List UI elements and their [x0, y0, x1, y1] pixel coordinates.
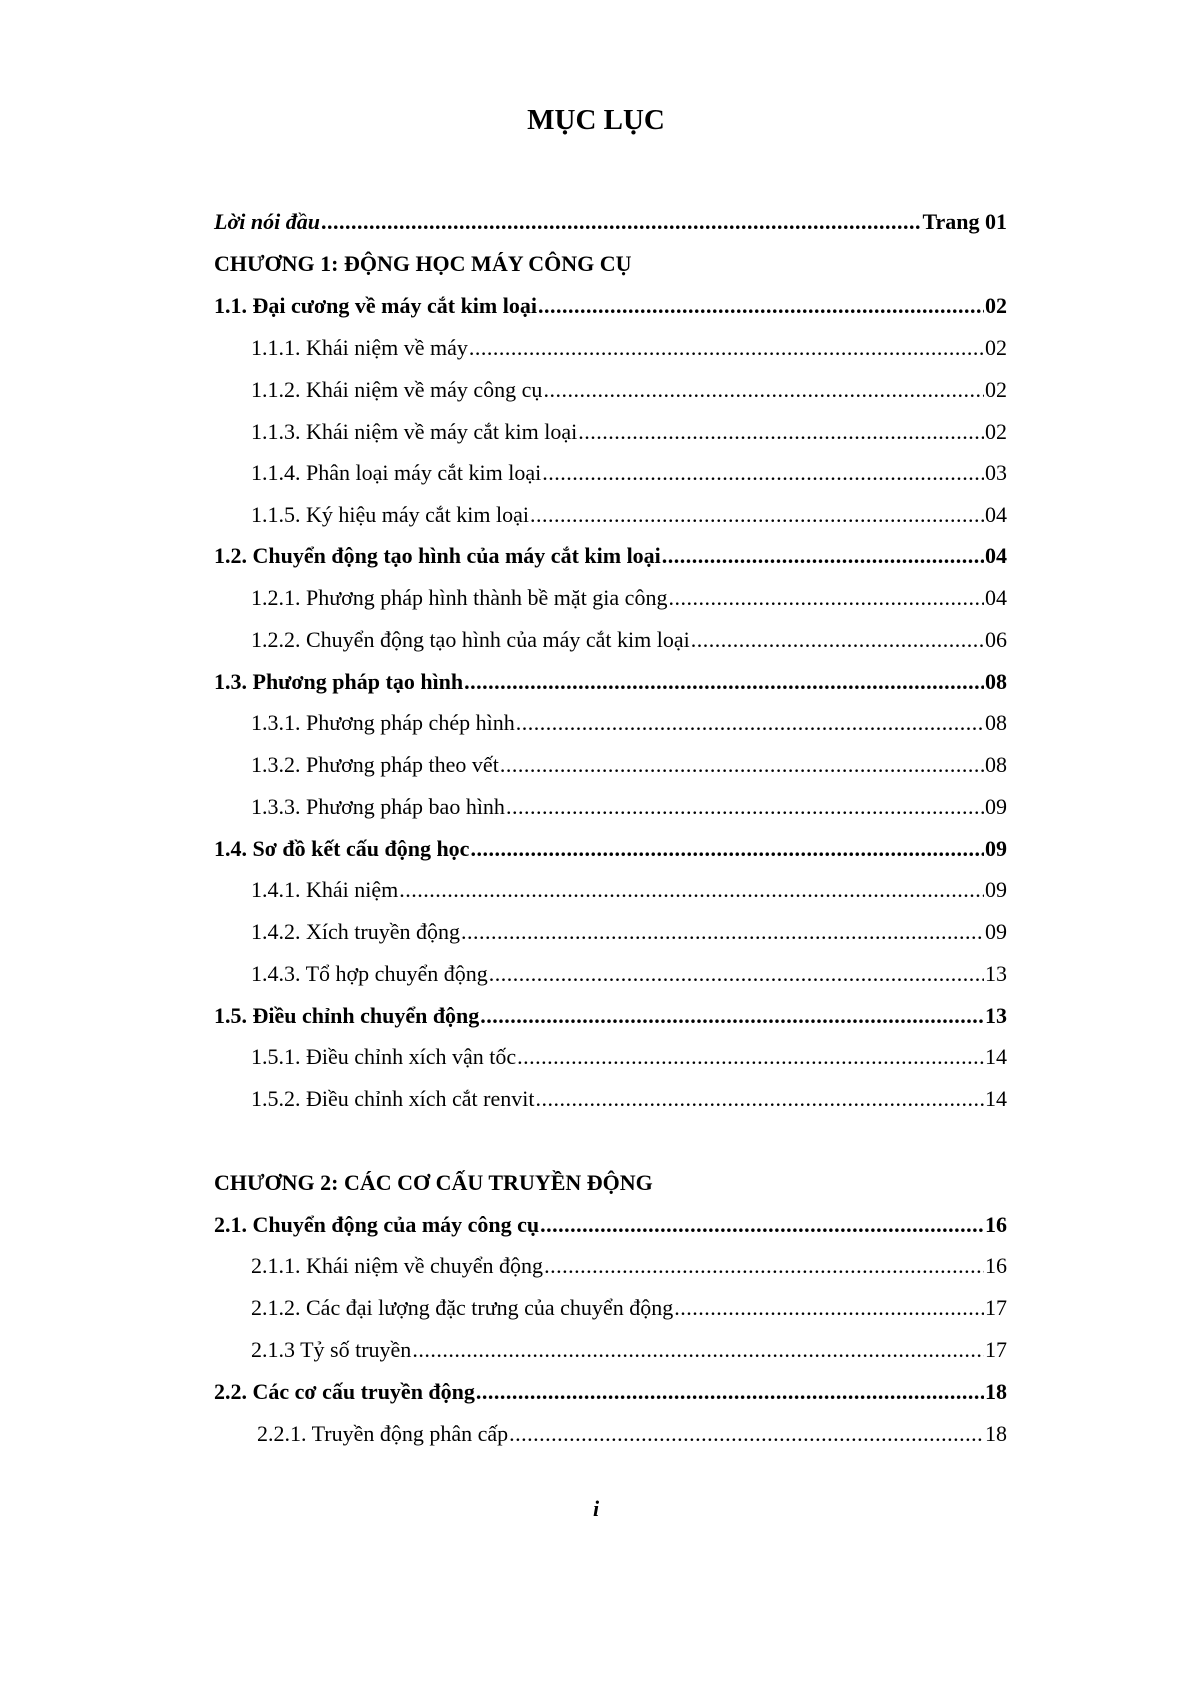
- toc-entry-label: 1.5.1. Điều chỉnh xích vận tốc: [251, 1044, 517, 1069]
- toc-entry-page: 06: [985, 627, 1007, 652]
- dot-leader: [500, 750, 984, 780]
- toc-entry[interactable]: [251, 1293, 1007, 1323]
- toc-entry-label: Lời nói đầu: [214, 209, 320, 234]
- toc-entry-label: 1.1.2. Khái niệm về máy công cụ: [251, 377, 543, 402]
- toc-entry[interactable]: [214, 207, 1007, 237]
- toc-entry[interactable]: [214, 1001, 1007, 1031]
- toc-entry-page: 09: [985, 836, 1007, 861]
- toc-entry-label: 1.5. Điều chỉnh chuyển động: [214, 1003, 480, 1028]
- toc-entry-page: Trang 01: [922, 209, 1007, 234]
- toc-chapter-heading[interactable]: [214, 1168, 1007, 1198]
- toc-entry[interactable]: [251, 333, 1007, 363]
- toc-entry-label: 1.3. Phương pháp tạo hình: [214, 669, 464, 694]
- toc-entry-label: 1.4.2. Xích truyền động: [251, 919, 460, 944]
- toc-entry[interactable]: [251, 625, 1007, 655]
- dot-leader: [517, 1042, 984, 1072]
- dot-leader: [662, 541, 984, 571]
- toc-entry-label: 2.1.2. Các đại lượng đặc trưng của chuyển động: [251, 1295, 674, 1320]
- toc-entry[interactable]: [251, 750, 1007, 780]
- toc-entry[interactable]: [214, 541, 1007, 571]
- toc-entry-page: 14: [985, 1044, 1007, 1069]
- toc-entry-label: 1.4. Sơ đồ kết cấu động học: [214, 836, 470, 861]
- toc-entry[interactable]: [251, 375, 1007, 405]
- toc-entry[interactable]: [251, 1084, 1007, 1114]
- toc-entry-page: 09: [985, 877, 1007, 902]
- toc-entry-label: 1.3.2. Phương pháp theo vết: [251, 752, 499, 777]
- dot-leader: [540, 1210, 984, 1240]
- toc-entry-page: 08: [985, 710, 1007, 735]
- toc-entry[interactable]: [251, 875, 1007, 905]
- dot-leader: [476, 1377, 984, 1407]
- dot-leader: [469, 333, 984, 363]
- toc-entry-label: CHƯƠNG 2: CÁC CƠ CẤU TRUYỀN ĐỘNG: [214, 1170, 653, 1195]
- dot-leader: [538, 291, 984, 321]
- toc-entry-page: 08: [985, 669, 1007, 694]
- toc-entry-label: 1.2.1. Phương pháp hình thành bề mặt gia công: [251, 585, 668, 610]
- page-number: i: [592, 1496, 600, 1521]
- toc-entry-label: 1.4.1. Khái niệm: [251, 877, 399, 902]
- toc-entry-page: 16: [985, 1212, 1007, 1237]
- dot-leader: [480, 1001, 984, 1031]
- dot-leader: [464, 667, 984, 697]
- dot-leader: [674, 1293, 984, 1323]
- dot-leader: [461, 917, 984, 947]
- toc-entry[interactable]: [214, 1377, 1007, 1407]
- dot-leader: [668, 583, 984, 613]
- dot-leader: [516, 708, 984, 738]
- dot-leader: [321, 207, 922, 237]
- toc-entry-label: 2.1.1. Khái niệm về chuyển động: [251, 1253, 544, 1278]
- toc-entry-page: 02: [985, 335, 1007, 360]
- toc-entry[interactable]: [251, 1251, 1007, 1281]
- toc-entry-label: 1.5.2. Điều chỉnh xích cắt renvit: [251, 1086, 535, 1111]
- toc-entry-label: CHƯƠNG 1: ĐỘNG HỌC MÁY CÔNG CỤ: [214, 251, 632, 276]
- toc-entry-page: 17: [985, 1295, 1007, 1320]
- toc-entry[interactable]: [251, 1042, 1007, 1072]
- toc-entry-label: 1.1.3. Khái niệm về máy cắt kim loại: [251, 419, 578, 444]
- dot-leader: [543, 375, 984, 405]
- toc-entry-label: 1.4.3. Tổ hợp chuyển động: [251, 961, 488, 986]
- toc-entry-label: 1.1.5. Ký hiệu máy cắt kim loại: [251, 502, 529, 527]
- toc-entry-page: 04: [985, 585, 1007, 610]
- toc-chapter-heading[interactable]: [214, 249, 1007, 279]
- toc-entry[interactable]: [214, 1210, 1007, 1240]
- toc-entry-label: 1.1.1. Khái niệm về máy: [251, 335, 468, 360]
- toc-entry-label: 1.2.2. Chuyển động tạo hình của máy cắt kim loại: [251, 627, 690, 652]
- toc-entry-label: 1.3.1. Phương pháp chép hình: [251, 710, 515, 735]
- toc-entry-label: 2.2. Các cơ cấu truyền động: [214, 1379, 475, 1404]
- toc-entry-page: 08: [985, 752, 1007, 777]
- toc-entry[interactable]: [251, 583, 1007, 613]
- toc-entry-page: 09: [985, 919, 1007, 944]
- dot-leader: [506, 792, 984, 822]
- toc-entry-page: 18: [985, 1379, 1007, 1404]
- toc-entry-label: 2.1. Chuyển động của máy công cụ: [214, 1212, 540, 1237]
- toc-entry-label: 1.3.3. Phương pháp bao hình: [251, 794, 505, 819]
- dot-leader: [535, 1084, 984, 1114]
- toc-entry-page: 09: [985, 794, 1007, 819]
- dot-leader: [412, 1335, 984, 1365]
- toc-entry-page: 02: [985, 293, 1007, 318]
- dot-leader: [470, 834, 984, 864]
- toc-entry[interactable]: [251, 417, 1007, 447]
- toc-entry-page: 16: [985, 1253, 1007, 1278]
- dot-leader: [542, 458, 984, 488]
- toc-entry[interactable]: [251, 1335, 1007, 1365]
- toc-entry[interactable]: [251, 917, 1007, 947]
- toc-entry-page: 13: [985, 961, 1007, 986]
- toc-entry-page: 14: [985, 1086, 1007, 1111]
- toc-entry[interactable]: [251, 708, 1007, 738]
- dot-leader: [489, 959, 984, 989]
- toc-entry-label: 2.1.3 Tỷ số truyền: [251, 1337, 412, 1362]
- toc-entry-page: 04: [985, 502, 1007, 527]
- toc-entry-page: 17: [985, 1337, 1007, 1362]
- dot-leader: [544, 1251, 984, 1281]
- toc-entry-page: 13: [985, 1003, 1007, 1028]
- dot-leader: [509, 1419, 984, 1449]
- dot-leader: [399, 875, 984, 905]
- toc-entry[interactable]: [257, 1419, 1007, 1449]
- toc-entry[interactable]: [251, 792, 1007, 822]
- dot-leader: [578, 417, 984, 447]
- dot-leader: [530, 500, 984, 530]
- toc-entry-page: 02: [985, 419, 1007, 444]
- page-title: MỤC LỤC: [527, 104, 665, 136]
- toc-entry[interactable]: [214, 667, 1007, 697]
- toc-entry[interactable]: [251, 500, 1007, 530]
- toc-entry[interactable]: [251, 458, 1007, 488]
- dot-leader: [691, 625, 984, 655]
- toc-entry[interactable]: [214, 834, 1007, 864]
- toc-entry-label: 2.2.1. Truyền động phân cấp: [257, 1421, 509, 1446]
- toc-entry-page: 03: [985, 460, 1007, 485]
- toc-entry-page: 18: [985, 1421, 1007, 1446]
- toc-entry-label: 1.1.4. Phân loại máy cắt kim loại: [251, 460, 542, 485]
- toc-entry[interactable]: [214, 291, 1007, 321]
- toc-entry-page: 04: [985, 543, 1007, 568]
- toc-entry-label: 1.2. Chuyển động tạo hình của máy cắt kim loại: [214, 543, 661, 568]
- toc-entry[interactable]: [251, 959, 1007, 989]
- toc-entry-page: 02: [985, 377, 1007, 402]
- toc-entry-label: 1.1. Đại cương về máy cắt kim loại: [214, 293, 537, 318]
